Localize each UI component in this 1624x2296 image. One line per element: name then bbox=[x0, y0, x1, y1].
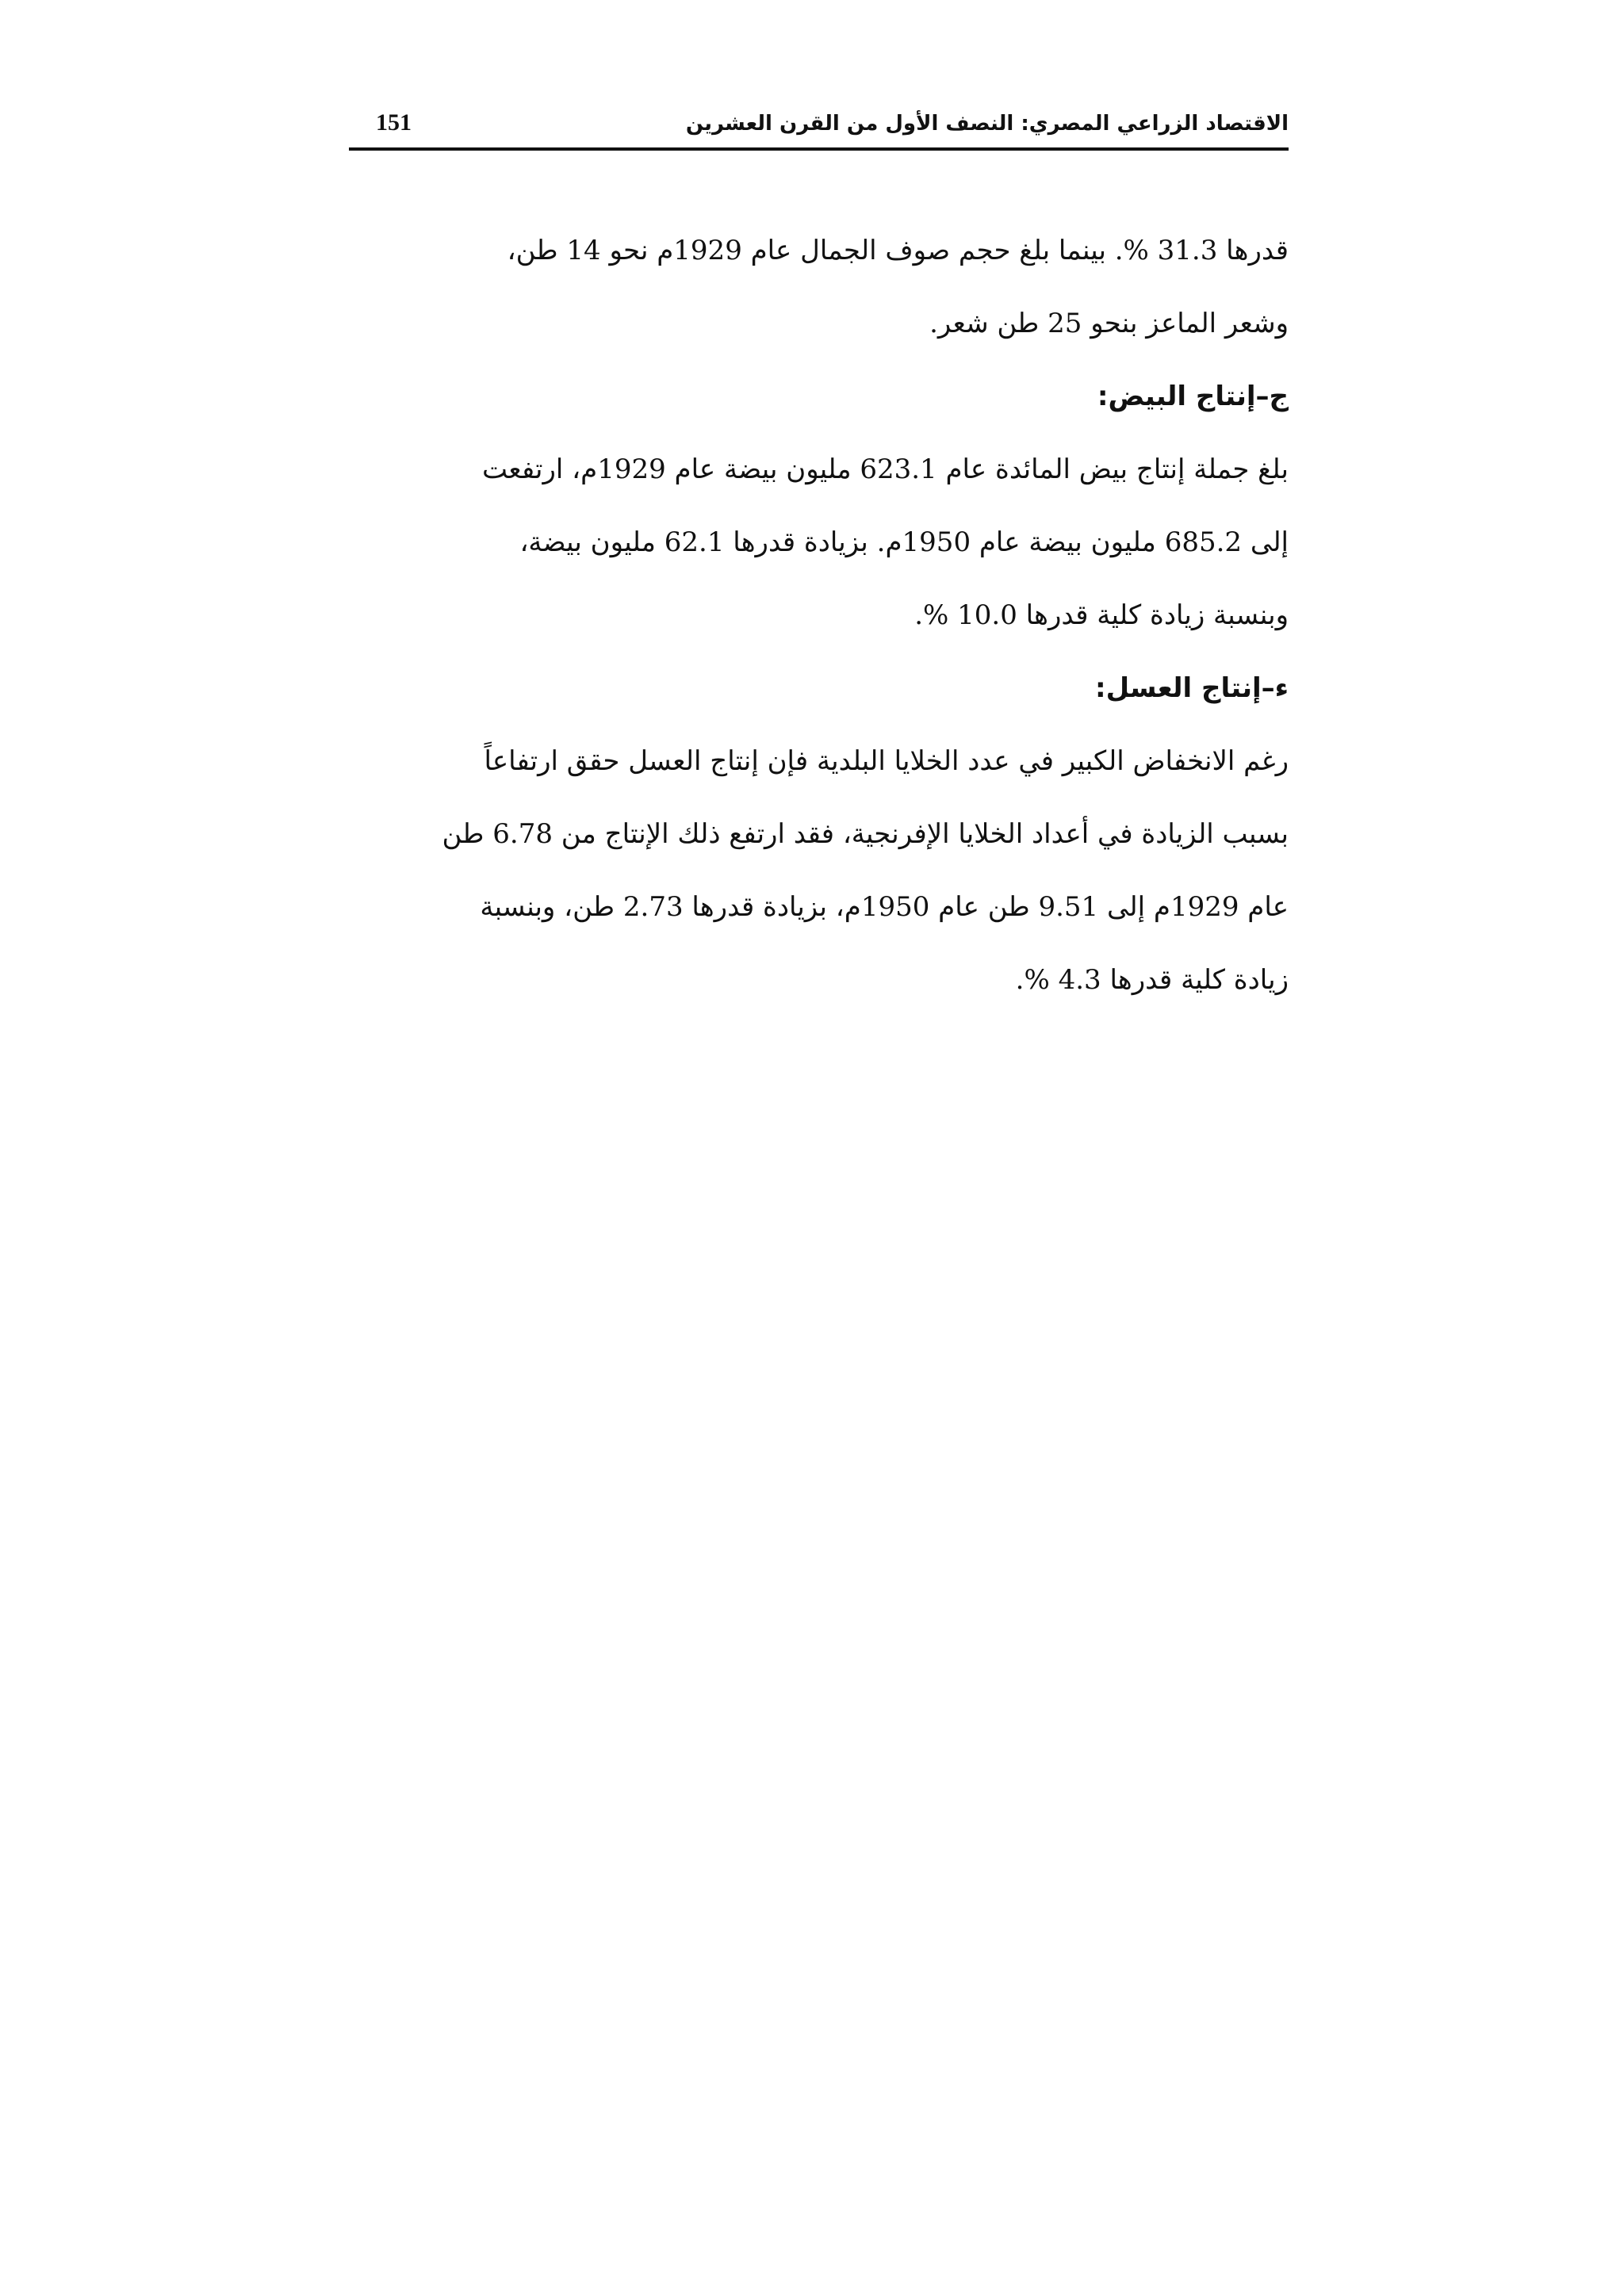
page-number: 151 bbox=[376, 109, 412, 136]
body-line: رغم الانخفاض الكبير في عدد الخلايا البلدية فإن إنتاج العسل حقق ارتفاعاً bbox=[484, 745, 1289, 777]
body-line: زيادة كلية قدرها 4.3 %. bbox=[1015, 964, 1289, 996]
page-body bbox=[349, 214, 1289, 1016]
header-rule bbox=[349, 147, 1289, 151]
body-line: بلغ جملة إنتاج بيض المائدة عام 623.1 مليون بيضة عام 1929م، ارتفعت bbox=[482, 453, 1289, 485]
body-line: بسبب الزيادة في أعداد الخلايا الإفرنجية، فقد ارتفع ذلك الإنتاج من 6.78 طن bbox=[442, 818, 1289, 850]
body-line: عام 1929م إلى 9.51 طن عام 1950م، بزيادة قدرها 2.73 طن، وبنسبة bbox=[480, 891, 1289, 923]
body-line: وبنسبة زيادة كلية قدرها 10.0 %. bbox=[914, 599, 1289, 631]
page-header bbox=[349, 105, 1289, 149]
body-line: قدرها 31.3 %. بينما بلغ حجم صوف الجمال عام 1929م نحو 14 طن، bbox=[507, 235, 1289, 266]
running-title: الاقتصاد الزراعي المصري: النصف الأول من القرن العشرين bbox=[685, 112, 1289, 136]
section-heading-honey: ء–إنتاج العسل: bbox=[1095, 672, 1289, 704]
body-line: إلى 685.2 مليون بيضة عام 1950م. بزيادة قدرها 62.1 مليون بيضة، bbox=[519, 526, 1289, 558]
body-line: وشعر الماعز بنحو 25 طن شعر. bbox=[929, 308, 1289, 339]
section-heading-eggs: ج–إنتاج البيض: bbox=[1097, 381, 1289, 412]
